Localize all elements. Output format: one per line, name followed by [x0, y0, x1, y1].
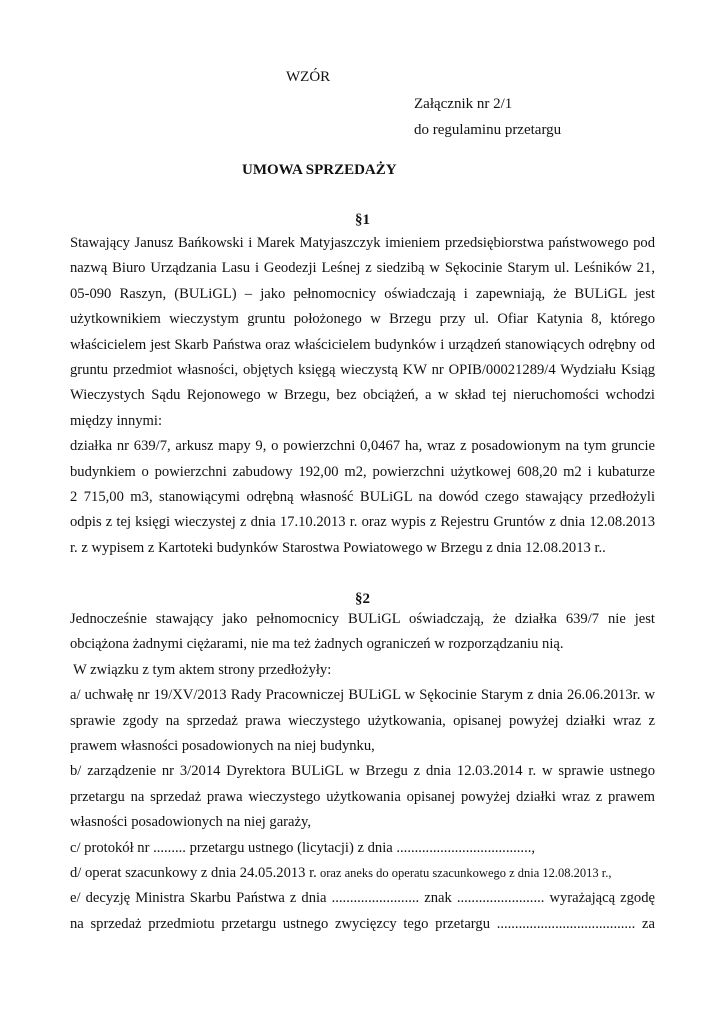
paragraph-line: działka nr 639/7, arkusz mapy 9, o powierzchni 0,0467 ha, wraz z posadowionym na tym gruncie [70, 438, 655, 455]
document-title: UMOWA SPRZEDAŻY [242, 162, 397, 178]
paragraph-line: obciążona żadnymi ciężarami, nie ma też żadnych ograniczeń w rozporządzaniu nią. [70, 636, 564, 653]
paragraph-line: Wieczystych Sądu Rejonowego w Brzegu, bez obciążeń, a w skład tej nieruchomości wchodzi [70, 387, 655, 404]
paragraph-line: właścicielem jest Skarb Państwa oraz właścicielem budynków i urządzeń stanowiących odrębny od [70, 336, 655, 353]
list-item-e: e/ decyzję Ministra Skarbu Państwa z dnia ........................ znak ........................ wyrażającą zgodę [70, 890, 655, 907]
list-item-d [70, 861, 655, 886]
section-1-heading: §1 [355, 212, 370, 228]
paragraph-line: prawem własności posadowionych na niej budynku, [70, 737, 375, 754]
section-1-body [70, 231, 655, 561]
paragraph-line: sprawie zgody na sprzedaż prawa wieczystego użytkowania, opisanej powyżej działki wraz z [70, 712, 655, 729]
attachment-reference: do regulaminu przetargu [414, 122, 562, 138]
section-2-heading: §2 [355, 591, 370, 607]
paragraph-line: 2 715,00 m3, stanowiącymi odrębną własność BULiGL na dowód czego stawający przedłożyli [70, 488, 655, 505]
paragraph-line: na sprzedaż przedmiotu przetargu ustnego zwycięzcy tego przetargu ...................................... za [70, 915, 655, 932]
paragraph-line: własności posadowionych na niej garaży, [70, 814, 311, 831]
paragraph-line: Jednocześnie stawający jako pełnomocnicy BULiGL oświadczają, że działka 639/7 nie jest [70, 611, 655, 627]
paragraph-line: użytkownikiem wieczystym gruntu położonego w Brzegu przy ul. Ofiar Katynia 8, którego [70, 311, 655, 328]
list-item-b: b/ zarządzenie nr 3/2014 Dyrektora BULiGL w Brzegu z dnia 12.03.2014 r. w sprawie ustnego [70, 763, 655, 780]
paragraph-line: gruntu przedmiot własności, objętych księgą wieczystą KW nr OPIB/00021289/4 Wydziału Ksiąg [70, 361, 655, 378]
draft-label: WZÓR [286, 69, 331, 85]
section-2-body [70, 607, 655, 937]
paragraph-line: między innymi: [70, 412, 163, 429]
paragraph-line: r. z wypisem z Kartoteki budynków Starostwa Powiatowego w Brzegu z dnia 12.08.2013 r.. [70, 539, 606, 556]
paragraph-line: nazwą Biuro Urządzania Lasu i Geodezji Leśnej z siedzibą w Sękocinie Starym ul. Leśników 21, [70, 260, 655, 277]
paragraph-line: Stawający Janusz Bańkowski i Marek Matyjaszczyk imieniem przedsiębiorstwa państwowego pod [70, 235, 655, 251]
paragraph-line: przetargu na sprzedaż prawa wieczystego użytkowania opisanej powyżej działki wraz z prawem [70, 788, 655, 805]
paragraph-line: W związku z tym aktem strony przedłożyły: [73, 661, 332, 678]
paragraph-line: 05-090 Raszyn, (BULiGL) – jako pełnomocnicy oświadczają i zapewniają, że BULiGL jest [70, 285, 655, 302]
paragraph-line: odpis z tej księgi wieczystej z dnia 17.10.2013 r. oraz wypis z Rejestru Gruntów z dnia 12.08.2013 [70, 514, 655, 531]
appraisal-annex-text: oraz aneks do operatu szacunkowego z dnia 12.08.2013 r., [316, 865, 612, 880]
list-item-c: c/ protokół nr ......... przetargu ustnego (licytacji) z dnia ....................................., [70, 839, 536, 856]
appraisal-text: d/ operat szacunkowy z dnia 24.05.2013 r. [70, 864, 317, 881]
paragraph-line: budynkiem o powierzchni zabudowy 192,00 m2, powierzchni użytkowej 608,20 m2 i kubaturze [70, 463, 655, 480]
attachment-number: Załącznik nr 2/1 [414, 96, 513, 112]
list-item-a: a/ uchwałę nr 19/XV/2013 Rady Pracowniczej BULiGL w Sękocinie Starym z dnia 26.06.2013r. w [70, 687, 655, 704]
